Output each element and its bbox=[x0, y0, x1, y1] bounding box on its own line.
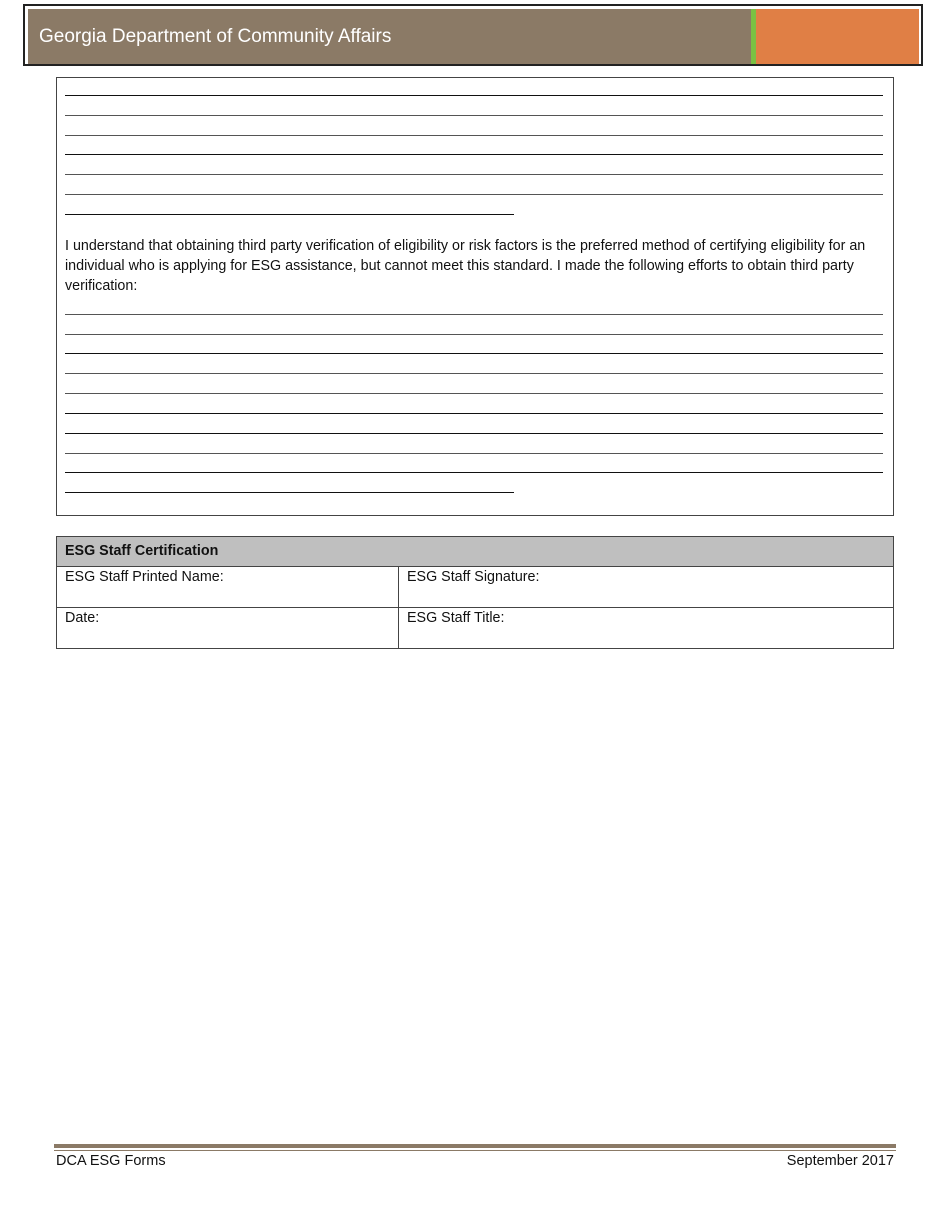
footer-form-name: DCA ESG Forms bbox=[56, 1153, 166, 1169]
efforts-line[interactable] bbox=[65, 413, 883, 414]
efforts-line[interactable] bbox=[65, 453, 883, 454]
efforts-line[interactable] bbox=[65, 433, 883, 434]
staff-certification-table bbox=[56, 536, 894, 649]
staff-title-field[interactable]: ESG Staff Title: bbox=[399, 608, 894, 649]
efforts-line[interactable] bbox=[65, 373, 883, 374]
efforts-line[interactable] bbox=[65, 334, 883, 335]
write-line[interactable] bbox=[65, 174, 883, 175]
efforts-line[interactable] bbox=[65, 314, 883, 315]
certification-heading: ESG Staff Certification bbox=[57, 537, 894, 567]
efforts-line[interactable] bbox=[65, 393, 883, 394]
signature-field[interactable]: ESG Staff Signature: bbox=[399, 567, 894, 608]
verification-statement: I understand that obtaining third party verification of eligibility or risk factors is the preferred method of certifying eligibility for an individual who is applying for ESG assistance, but cannot meet this standard. I made the following efforts to obtain third party verification: bbox=[65, 238, 866, 294]
efforts-line[interactable] bbox=[65, 353, 883, 354]
printed-name-field[interactable]: ESG Staff Printed Name: bbox=[57, 567, 399, 608]
write-line[interactable] bbox=[65, 135, 883, 136]
write-line[interactable] bbox=[65, 115, 883, 116]
write-line[interactable] bbox=[65, 194, 883, 195]
write-line[interactable] bbox=[65, 154, 883, 155]
footer-rule bbox=[54, 1144, 896, 1148]
form-box bbox=[56, 77, 894, 516]
write-line[interactable] bbox=[65, 95, 883, 96]
page-header-title: Georgia Department of Community Affairs bbox=[28, 9, 751, 64]
write-line-short[interactable] bbox=[65, 214, 514, 215]
footer-date: September 2017 bbox=[786, 1153, 894, 1169]
date-field[interactable]: Date: bbox=[57, 608, 399, 649]
header-orange-accent bbox=[756, 9, 919, 64]
efforts-line-short[interactable] bbox=[65, 492, 514, 493]
efforts-line[interactable] bbox=[65, 472, 883, 473]
footer-rule-thin bbox=[54, 1150, 896, 1151]
